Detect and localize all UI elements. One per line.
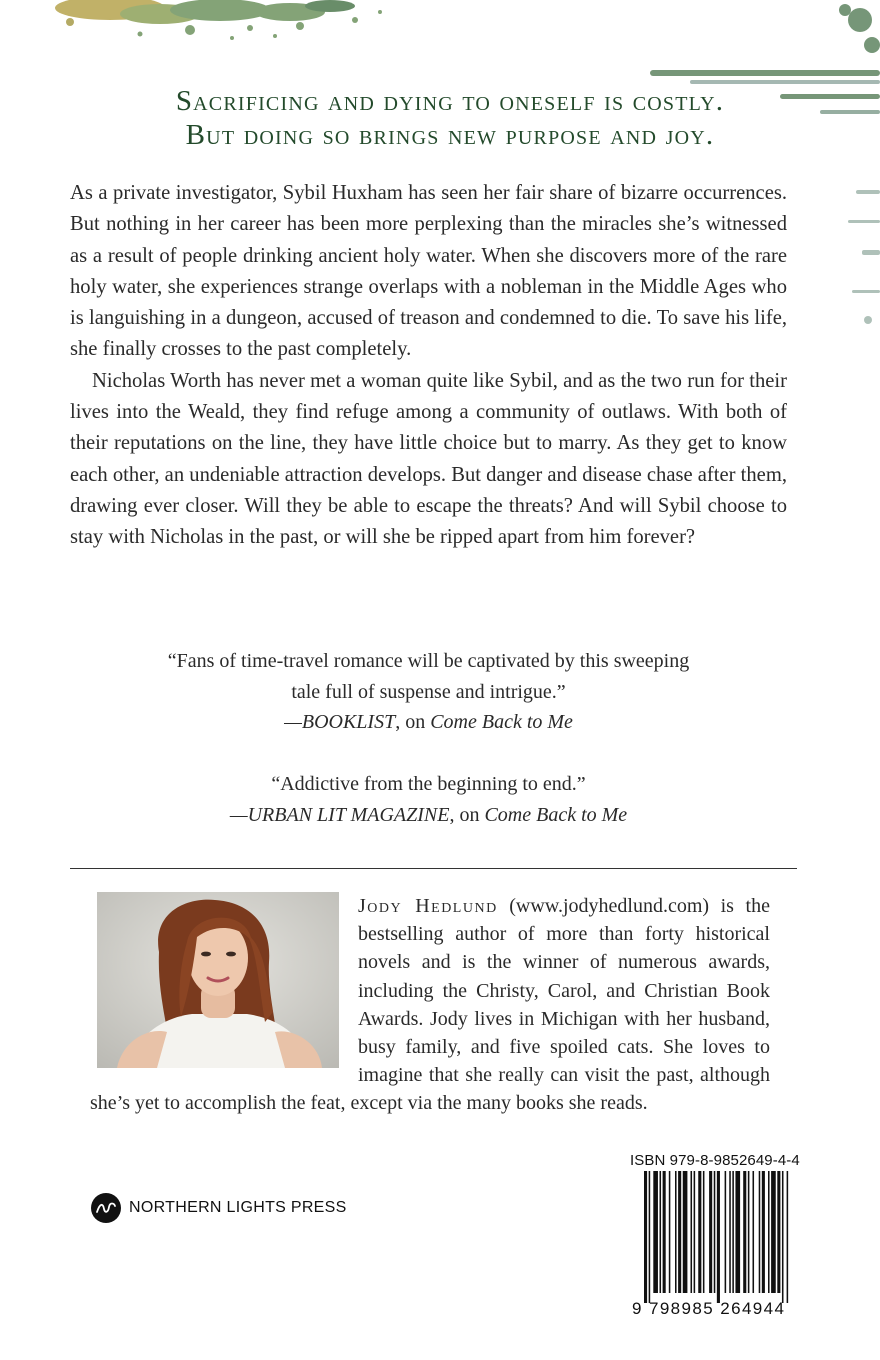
quote-1-line-1: “Fans of time-travel romance will be captivated by this sweeping	[167, 650, 690, 672]
barcode-bar	[675, 1171, 677, 1293]
author-bio-text: (www.jodyhedlund.com) is the bestselling author of more than forty historical novels and is the winner of numerous awards, including the Christy, Carol, and Christian Book Awards. Jody lives in Michigan with her husband, busy family, and five spoiled cats. She loves to imagine that she really can visit the past, although she’s yet to accomplish the feat, except via the many books she reads.	[90, 895, 770, 1115]
quote-2-line-1: “Addictive from the beginning to end.”	[271, 773, 586, 795]
barcode-bar	[683, 1171, 688, 1293]
author-bio	[90, 892, 770, 1118]
barcode-bar	[660, 1171, 662, 1293]
quote-2-source: —URBAN LIT MAGAZINE	[229, 803, 450, 826]
barcode-icon	[630, 1171, 810, 1305]
barcode-bar	[725, 1171, 727, 1293]
quote-1-book: Come Back to Me	[430, 711, 573, 733]
barcode-bar	[644, 1171, 647, 1303]
barcode-bar	[771, 1171, 776, 1293]
barcode-bar	[782, 1171, 784, 1303]
quote-1-on: , on	[395, 711, 431, 733]
barcode-bar	[777, 1171, 780, 1293]
northern-lights-logo-icon	[91, 1193, 121, 1223]
barcode-bar	[787, 1171, 789, 1303]
author-name: Jody Hedlund	[358, 895, 498, 917]
description-paragraph-2: Nicholas Worth has never met a woman quite like Sybil, and as the two run for their lives into the Weald, they find refuge among a community of outlaws. With both of their reputations on the line, they have little choice but to marry. As they get to know each other, an undeniable attraction develops. But danger and disease chase after them, drawing ever closer. Will they be able to escape the threats? And will Sybil choose to stay with Nicholas in the past, or will she be ripped apart from him forever?	[70, 369, 787, 549]
barcode-bar	[768, 1171, 770, 1293]
barcode-bar	[732, 1171, 734, 1293]
quote-2-attribution	[70, 800, 787, 831]
description-paragraph-1: As a private investigator, Sybil Huxham has seen her fair share of bizarre occurrences. But nothing in her career has been more perplexing than the miracles she’s witnessed as a result of people drinking ancient holy water. When she discovers more of the rare holy water, she experiences strange overlaps with a nobleman in the Middle Ages who is languishing in a dungeon, accused of treason and condemned to die. To save his life, she finally crosses to the past completely.	[70, 182, 787, 361]
barcode-bar	[653, 1171, 658, 1293]
barcode-bar	[753, 1171, 755, 1293]
barcode-bar	[663, 1171, 666, 1293]
photo-text-wrap-space	[90, 892, 358, 1062]
watercolor-splash-right	[838, 180, 880, 350]
barcode-bar	[649, 1171, 651, 1303]
tagline-line-2: But doing so brings new purpose and joy.	[185, 119, 715, 151]
barcode-bar	[714, 1171, 716, 1293]
quote-1-source: —BOOKLIST	[284, 711, 396, 733]
publisher-imprint	[91, 1193, 347, 1223]
quote-1-line-2: tale full of suspense and intrigue.”	[291, 680, 566, 703]
review-quote-1	[70, 646, 787, 738]
quote-1-attribution	[70, 707, 787, 738]
barcode-bar	[748, 1171, 750, 1293]
barcode-bar	[698, 1171, 701, 1293]
isbn-label: ISBN 979-8-9852649-4-4	[630, 1152, 800, 1169]
publisher-name: NORTHERN LIGHTS PRESS	[129, 1199, 347, 1216]
barcode-bar	[709, 1171, 712, 1293]
barcode-bar	[759, 1171, 761, 1293]
tagline	[60, 84, 840, 152]
barcode-bar	[678, 1171, 681, 1293]
review-quote-2	[70, 769, 787, 830]
barcode-bar	[694, 1171, 696, 1293]
barcode-bar	[762, 1171, 765, 1293]
tagline-line-1: Sacrificing and dying to oneself is costly.	[175, 85, 725, 117]
barcode-bar	[691, 1171, 693, 1293]
section-divider	[70, 868, 797, 869]
quote-2-book: Come Back to Me	[484, 803, 628, 826]
book-description	[70, 178, 787, 554]
barcode-digits: 9 798985 264944	[632, 1299, 786, 1318]
quote-2-on: , on	[449, 803, 485, 826]
barcode-bar	[669, 1171, 671, 1293]
isbn-barcode-block	[630, 1152, 810, 1319]
barcode-bar	[703, 1171, 705, 1293]
barcode-bar	[735, 1171, 740, 1293]
barcode-bar	[717, 1171, 720, 1303]
barcode-bar	[729, 1171, 731, 1293]
barcode-bar	[743, 1171, 746, 1293]
